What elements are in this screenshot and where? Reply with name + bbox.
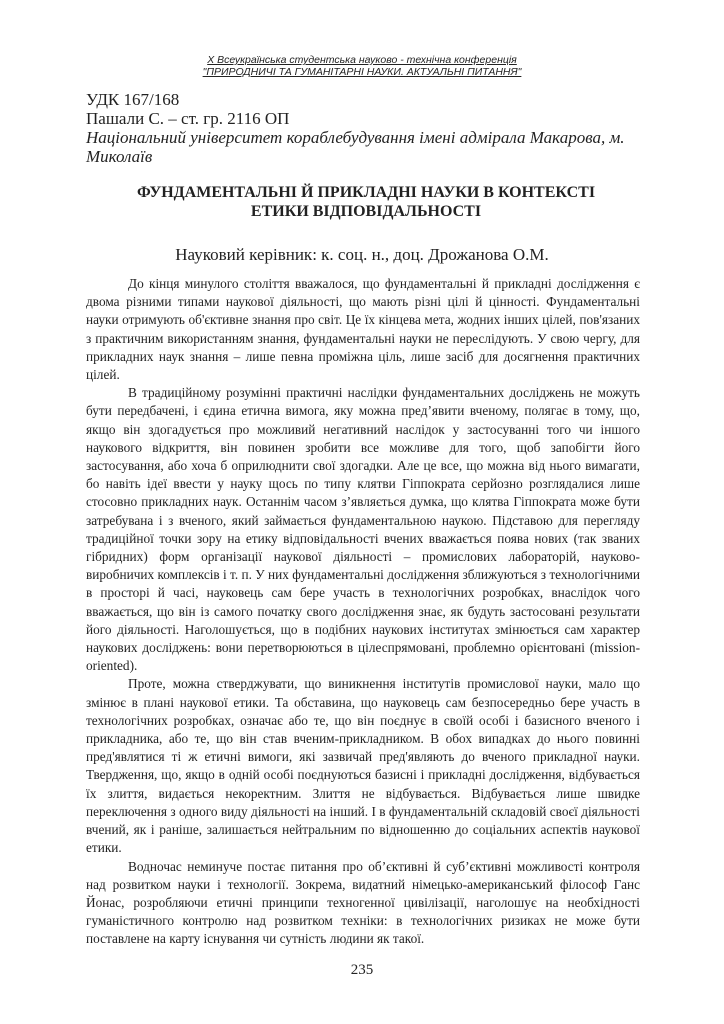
- paragraph: До кінця минулого століття вважалося, що фундаментальні й прикладні дослідження є двома різними типами наукової діяльності, що мають різні цілі й цінності. Фундаментальні науки отримують об'єктивне знання про світ. Це їх кінцева мета, жодних інших цілей, пов'язаних з практичним використанням знання, фундаментальні науки не переслідують. У свою чергу, для прикладних наук знання – лише певна проміжна ціль, лише засіб для досягнення практичних цілей.: [86, 276, 640, 383]
- conference-name: X Всеукраїнська студентська науково - технічна конференція: [207, 54, 517, 66]
- paragraph: Водночас неминуче постає питання про об’єктивні й суб’єктивні можливості контроля над розвитком науки і технології. Зокрема, видатний німецько-американський філософ Ганс Йонас, розробляючи етичні принципи техногенної цивілізації, наголошує на необхідності гуманістичного контролю над розвитком техніки: в технологічних ризиках не може бути поставлене на карту існування чи сутність людини як такої.: [86, 858, 640, 947]
- paragraph: В традиційному розумінні практичні наслідки фундаментальних досліджень не можуть бути передбачені, і єдина етична вимога, яку можна пред’явити вченому, полягає в тому, що, якщо він здогадується про можливий негативний наслідок у застосуванні того чи іншого наукового відкриття, він повинен зробити все можливе для того, щоб запобігти його застосування, або хоча б оприлюднити свої здогадки. Але це все, що можна від нього вимагати, бо навіть ідеї ввести у науку щось по типу клятви Гіппократа серйозно розглядалися лише стосовно прикладних наук. Останнім часом з’являється думка, що клятва Гіппократа може бути затребувана і з вченого, який займається фундаментальною наукою. Підставою для перегляду традиційної точки зору на етику відповідальності вчених вважається поява нових (так званих гібридних) форм організації наукової діяльності – промислових лабораторій, науково-виробничих комплексів і т. п. У них фундаментальні дослідження зближуються з технологічними в просторі й часі, науковець сам бере участь в технологічних розробках, внаслідок чого вважається, що він із самого початку свого дослідження знає, як будуть застосовані результати його діяльності. Наголошується, що в подібних наукових інститутах змінюється сам характер наукових досліджень: вони перетворюються в цілеспрямовані, проблемно орієнтовані (mission-oriented).: [86, 385, 641, 674]
- supervisor-line: Науковий керівник: к. соц. н., доц. Дрожанова О.М.: [175, 245, 549, 264]
- article-title: [80, 183, 652, 221]
- page-number: 235: [350, 962, 374, 978]
- affiliation: Національний університет кораблебудування імені адмірала Макарова, м. Миколаїв: [86, 128, 625, 166]
- conference-theme: "ПРИРОДНИЧІ ТА ГУМАНІТАРНІ НАУКИ. АКТУАЛЬНІ ПИТАННЯ": [202, 66, 522, 78]
- title-line-1: ФУНДАМЕНТАЛЬНІ Й ПРИКЛАДНІ НАУКИ В КОНТЕКСТІ: [136, 184, 596, 201]
- author-line: Пашали С. – ст. гр. 2116 ОП: [86, 109, 290, 128]
- udc-code: УДК 167/168: [86, 90, 180, 109]
- title-line-2: ЕТИКИ ВІДПОВІДАЛЬНОСТІ: [250, 203, 482, 220]
- article-body: [86, 275, 640, 949]
- paragraph: Проте, можна стверджувати, що виникнення інститутів промислової науки, мало що змінює в плані наукової етики. Та обставина, що науковець сам безпосередньо бере участь в технологічних розробках, означає або те, що він поєднує в своїй особі і базисного вченого і прикладника, або те, що він став вченим-прикладником. В обох випадках до нього повинні пред'являтися ті ж етичні вимоги, які зазвичай пред'являють до вченого прикладної науки. Твердження, що, якщо в одній особі поєднуються базисні і прикладні дослідження, відбувається їх злиття, видається некоректним. Злиття не відбувається. Відбувається лише швидке переключення з одного виду діяльності на інший. І в фундаментальній складовій своєї діяльності вчений, як і раніше, залишається нейтральним по відношенню до соціальних аспектів наукової етики.: [86, 676, 640, 856]
- article-meta: [86, 90, 646, 166]
- conference-header: [0, 54, 724, 78]
